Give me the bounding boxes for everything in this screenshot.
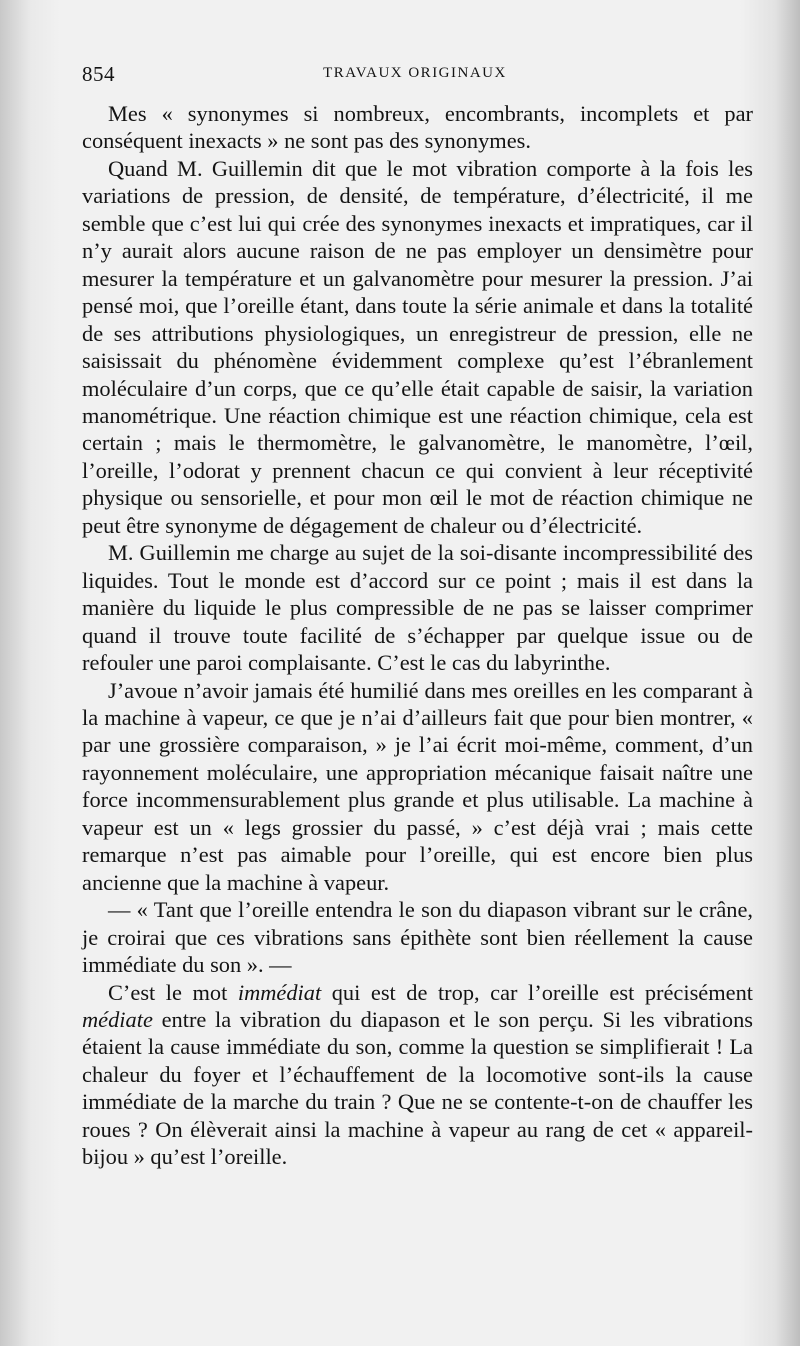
paragraph: — « Tant que l’oreille entendra le son du diapason vibrant sur le crâne, je croirai que ces vibrations sans épithète sont bien réellement la cause immédiate du son ». — [82, 897, 753, 978]
paragraph [82, 979, 753, 1171]
paragraph: J’avoue n’avoir jamais été humilié dans mes oreilles en les comparant à la machine à vapeur, ce que je n’ai d’ailleurs fait que pour bien montrer, « par une grossière comparaison, » je l’ai écrit moi-même, comment, d’un rayonnement moléculaire, une appropriation mécanique faisait naître une force incommensurablement plus grande et plus utilisable. La machine à vapeur est un « legs grossier du passé, » c’est déjà vrai ; mais cette remarque n’est pas aimable pour l’oreille, qui est encore bien plus ancienne que la machine à vapeur. [82, 677, 753, 895]
text-run: qui est de trop, car l’oreille est précisément [321, 979, 753, 1005]
paragraph: Mes « synonymes si nombreux, encombrants, incomplets et par conséquent inexacts » ne sont pas des synonymes. [82, 101, 753, 154]
paragraph: Quand M. Guillemin dit que le mot vibration comporte à la fois les variations de pression, de densité, de température, d’électricité, il me semble que c’est lui qui crée des synonymes inexacts et impratiques, car il n’y aurait alors aucune raison de ne pas employer un densimètre pour mesurer la température et un galvanomètre pour mesurer la pression. J’ai pensé moi, que l’oreille étant, dans toute la série animale et dans la totalité de ses attributions physiologiques, un enregistreur de pression, elle ne saisissait du phénomène évidemment complexe qu’est l’ébranlement moléculaire d’un corps, que ce qu’elle était capable de saisir, la variation manométrique. Une réaction chimique est une réaction chimique, cela est certain ; mais le thermomètre, le galvanomètre, le manomètre, l’œil, l’oreille, l’odorat y prennent chacun ce qui convient à leur réceptivité physique ou sensorielle, et pour mon œil le mot de réaction chimique ne peut être synonyme de dégagement de chaleur ou d’électricité. [82, 155, 753, 538]
text-run: C’est le mot [108, 979, 238, 1005]
italic-word: médiate [82, 1006, 153, 1032]
body-text [82, 100, 753, 1171]
italic-word: immédiat [237, 979, 322, 1005]
page-header [82, 62, 748, 88]
page-number: 854 [82, 62, 115, 86]
running-head: TRAVAUX ORIGINAUX [323, 65, 507, 81]
text-run: entre la vibration du diapason et le son perçu. Si les vibrations étaient la cause immédiate du son, comme la question se simplifierait ! La chaleur du foyer et l’échauffement de la locomotive sont-ils la cause immédiate de la marche du train ? Que ne se contente-t-on de chauffer les roues ? On élèverait ainsi la machine à vapeur au rang de cet « appareil-bijou » qu’est l’oreille. [82, 1006, 753, 1170]
paragraph: M. Guillemin me charge au sujet de la soi-disante incompressibilité des liquides. Tout le monde est d’accord sur ce point ; mais il est dans la manière du liquide le plus compressible de ne pas se laisser comprimer quand il trouve toute facilité de s’échapper par quelque issue ou de refouler une paroi complaisante. C’est le cas du labyrinthe. [82, 540, 753, 676]
